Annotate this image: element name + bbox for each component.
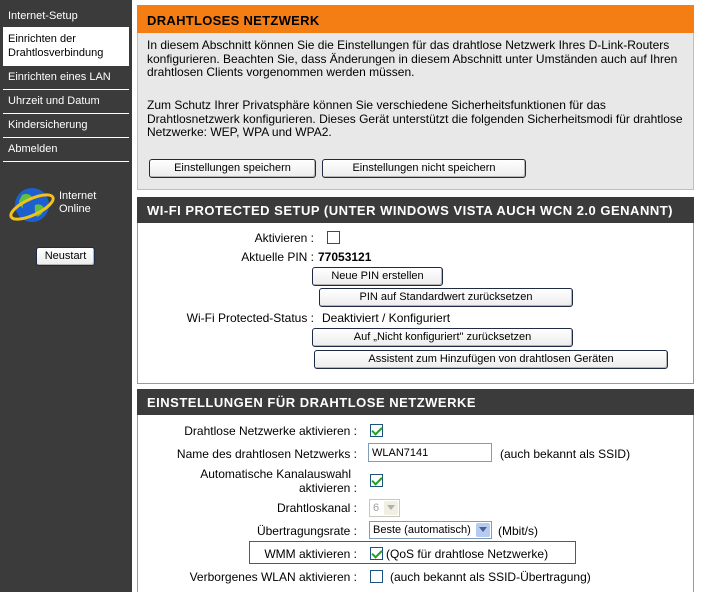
wmm-hint: (QoS für drahtlose Netzwerke) xyxy=(386,547,549,561)
wps-pin-value: 77053121 xyxy=(318,250,372,264)
sidebar-item-logout[interactable]: Abmelden xyxy=(8,143,58,155)
sidebar-item-lan-setup[interactable]: Einrichten eines LAN xyxy=(8,71,111,83)
chevron-down-icon xyxy=(476,523,490,537)
ssid-input[interactable]: WLAN7141 xyxy=(368,443,492,462)
wps-status-value: Deaktiviert / Konfiguriert xyxy=(322,311,451,325)
channel-select[interactable] xyxy=(369,499,400,517)
nav-divider xyxy=(3,161,129,162)
wps-enable-checkbox[interactable] xyxy=(327,231,340,244)
connection-status-line2: Online xyxy=(59,203,91,215)
ssid-label: Name des drahtlosen Netzwerks : xyxy=(176,447,357,461)
dont-save-settings-button[interactable]: Einstellungen nicht speichern xyxy=(322,159,526,178)
transmission-rate-unit: (Mbit/s) xyxy=(498,524,538,538)
transmission-rate-label: Übertragungsrate : xyxy=(256,524,357,538)
internet-globe-icon xyxy=(8,181,56,229)
sidebar-item-time-date[interactable]: Uhrzeit und Datum xyxy=(8,95,100,107)
generate-new-pin-button[interactable]: Neue PIN erstellen xyxy=(312,267,443,286)
auto-channel-checkbox[interactable] xyxy=(370,474,383,487)
connection-status-line1: Internet xyxy=(59,190,97,202)
wireless-enable-label: Drahtlose Netzwerke aktivieren : xyxy=(184,424,357,438)
save-settings-button[interactable]: Einstellungen speichern xyxy=(149,159,316,178)
auto-channel-label-line1: Automatische Kanalauswahl xyxy=(200,467,351,481)
chevron-down-icon xyxy=(384,501,398,515)
sidebar-item-wireless-setup[interactable]: Einrichten der Drahtlosverbindung xyxy=(3,28,129,65)
hidden-wlan-label: Verborgenes WLAN aktivieren : xyxy=(189,570,357,584)
wps-section-title: WI-FI PROTECTED SETUP (UNTER WINDOWS VISTA AUCH WCN 2.0 GENANNT) xyxy=(137,197,694,223)
wps-enable-label: Aktivieren : xyxy=(254,231,314,245)
transmission-rate-select[interactable] xyxy=(369,521,492,539)
hidden-wlan-checkbox[interactable] xyxy=(370,570,383,583)
restart-button[interactable]: Neustart xyxy=(36,247,95,266)
wps-pin-label: Aktuelle PIN : xyxy=(241,250,314,264)
wireless-settings-section-title: EINSTELLUNGEN FÜR DRAHTLOSE NETZWERKE xyxy=(137,389,694,415)
wireless-section-title: DRAHTLOSES NETZWERK xyxy=(137,5,694,33)
sidebar-item-parental-control[interactable]: Kindersicherung xyxy=(8,119,88,131)
wmm-checkbox[interactable] xyxy=(370,547,383,560)
reset-pin-default-button[interactable]: PIN auf Standardwert zurücksetzen xyxy=(319,288,573,307)
intro-paragraph-2: Zum Schutz Ihrer Privatsphäre können Sie verschiedene Sicherheitsfunktionen für das Drahtlosnetzwerk konfigurieren. Dieses Gerät unterstützt die folgenden Sicherheitsmodi für drahtlose Netzwerke: WEP, WPA und WPA2. xyxy=(147,98,683,139)
intro-paragraph-1: In diesem Abschnitt können Sie die Einstellungen für das drahtlose Netzwerk Ihres D-Link-Routers konfigurieren. Beachten Sie, dass Änderungen in diesem Abschnitt unter Umständen auch auf Ihren drahtlosen Clients vorgenommen werden müssen. xyxy=(147,38,678,79)
wps-status-label: Wi-Fi Protected-Status : xyxy=(186,311,314,325)
transmission-rate-value: Beste (automatisch) xyxy=(373,524,471,536)
sidebar-nav xyxy=(0,0,132,592)
wmm-label: WMM aktivieren : xyxy=(264,547,357,561)
reset-unconfigured-button[interactable]: Auf „Nicht konfiguriert" zurücksetzen xyxy=(312,328,573,347)
add-wireless-device-wizard-button[interactable]: Assistent zum Hinzufügen von drahtlosen Geräten xyxy=(314,350,668,369)
channel-label: Drahtloskanal : xyxy=(276,501,357,515)
auto-channel-label-line2: aktivieren : xyxy=(298,481,357,495)
sidebar-item-internet-setup[interactable]: Internet-Setup xyxy=(8,10,78,22)
channel-select-value: 6 xyxy=(373,502,380,514)
hidden-wlan-hint: (auch bekannt als SSID-Übertragung) xyxy=(390,570,591,584)
wireless-enable-checkbox[interactable] xyxy=(370,424,383,437)
wireless-intro-panel xyxy=(137,33,694,190)
ssid-hint: (auch bekannt als SSID) xyxy=(500,447,631,461)
